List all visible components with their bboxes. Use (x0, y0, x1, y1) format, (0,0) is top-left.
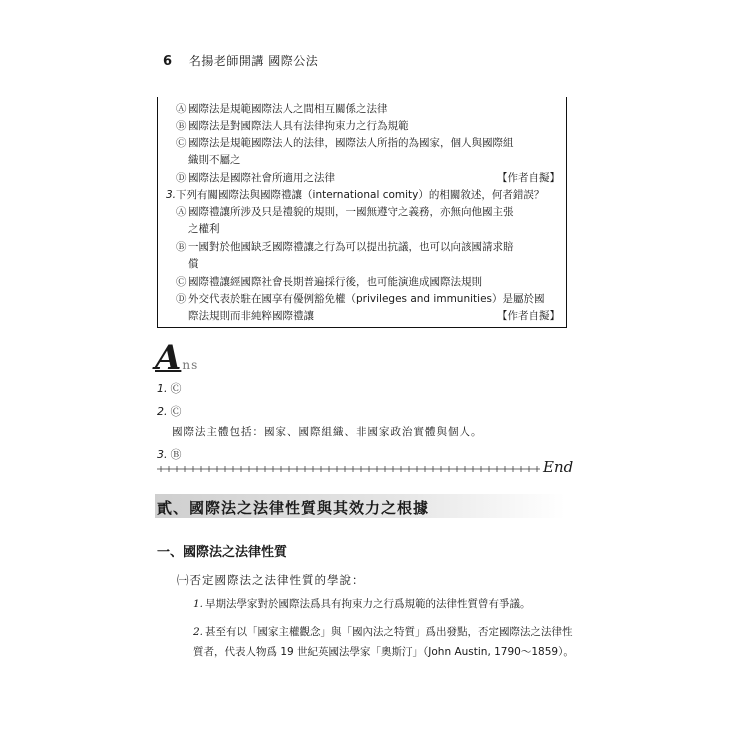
answer-3: 3. Ⓑ (157, 448, 182, 461)
point-2: 2. 甚至有以「國家主權觀念」與「國內法之特質」爲出發點，否定國際法之法律性質者，代表人物爲 19 世紀英國法學家「奧斯汀」（John Austin, 1790～1859）。 (193, 626, 574, 658)
q2-option-c-cont: 織則不屬之 (188, 154, 241, 166)
q3-option-b: Ⓑ 一國對於他國缺乏國際禮讓之行為可以提出抗議，也可以向該國請求賠 (176, 241, 514, 253)
question-box (157, 97, 567, 328)
q3-option-a-cont: 之權利 (188, 223, 220, 235)
running-head (163, 52, 318, 69)
section-title: 貳、國際法之法律性質與其效力之根據 (157, 499, 430, 517)
q3-stem: 3.下列有關國際法與國際禮讓（international comity）的相關敘述，何者錯誤？ (166, 189, 545, 201)
q3-option-a: Ⓐ 國際禮讓所涉及只是禮貌的規則，一國無遵守之義務，亦無向他國主張 (176, 206, 514, 218)
q3-option-b-cont: 償 (188, 258, 199, 270)
q2-option-c: Ⓒ 國際法是規範國際法人的法律，國際法人所指的為國家，個人與國際組 (176, 137, 514, 149)
subsubheading: ㈠否定國際法之法律性質的學說： (177, 573, 365, 587)
q2-option-a: Ⓐ 國際法是規範國際法人之間相互關係之法律 (176, 103, 388, 115)
q2-source: 【作者自擬】 (497, 172, 560, 184)
end-label: End (543, 458, 574, 476)
subheading: 一、國際法之法律性質 (157, 545, 288, 560)
q3-option-c: Ⓒ 國際禮讓經國際社會長期普遍採行後，也可能演進成國際法規則 (176, 276, 482, 288)
book-title: 名揚老師開講 國際公法 (188, 54, 319, 68)
q2-option-d: Ⓓ 國際法是國際社會所適用之法律 (176, 172, 335, 184)
q3-source: 【作者自擬】 (497, 310, 560, 322)
answer-2: 2. Ⓒ (157, 405, 182, 418)
answer-1: 1. Ⓒ (157, 382, 182, 395)
q3-option-d-cont: 際法規則而非純粹國際禮讓 (188, 310, 314, 322)
page-number: 6 (163, 54, 173, 69)
q2-option-b: Ⓑ 國際法是對國際法人具有法律拘束力之行為規範 (176, 120, 409, 132)
answers-logo: Ans (155, 338, 199, 378)
point-1: 1. 早期法學家對於國際法爲具有拘束力之行爲規範的法律性質曾有爭議。 (193, 598, 531, 610)
q3-option-d: Ⓓ 外交代表於駐在國享有優例豁免權（privileges and immunities）是屬於國 (176, 293, 545, 305)
end-divider (157, 463, 540, 475)
answer-2-note: 國際法主體包括：國家、國際組織、非國家政治實體與個人。 (172, 426, 483, 438)
